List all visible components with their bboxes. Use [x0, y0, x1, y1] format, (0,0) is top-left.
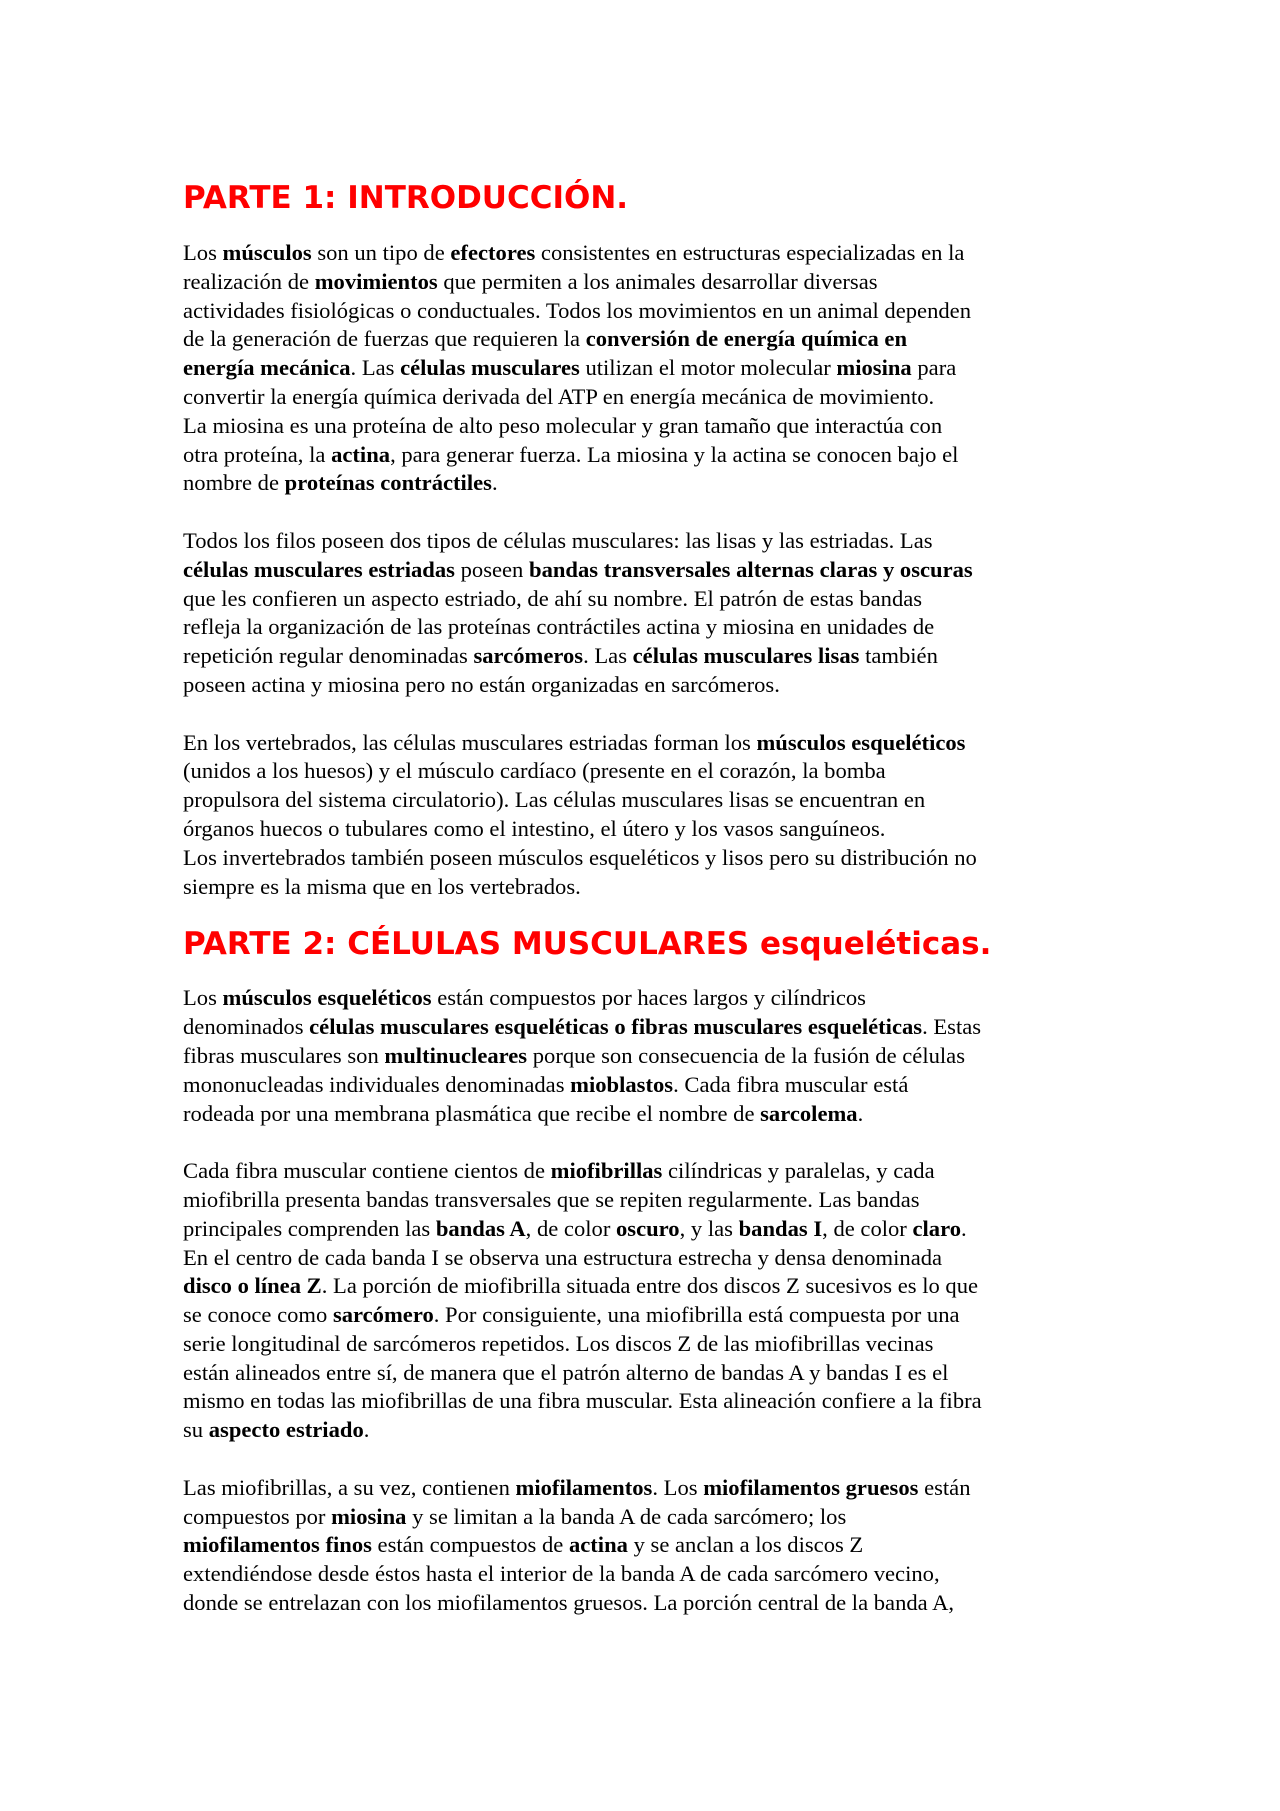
text-line [183, 325, 1203, 354]
text-line [183, 1244, 1203, 1273]
text-run: Los [183, 985, 223, 1011]
text-line [183, 1387, 1203, 1416]
text-line [183, 556, 1203, 585]
text-line [183, 585, 1203, 614]
section-title-parte-1: PARTE 1: INTRODUCCIÓN. [183, 180, 629, 216]
text-line [183, 1474, 1203, 1503]
text-line [183, 815, 1203, 844]
bold-term: conversión de energía química en [585, 326, 908, 352]
bold-term: células musculares lisas [632, 643, 860, 669]
text-run: consistentes en estructuras especializadas en la [535, 240, 965, 265]
text-run: propulsora del sistema circulatorio). Las células musculares lisas se encuentran en [183, 787, 926, 813]
text-run: En el centro de cada banda I se observa una estructura estrecha y densa denominada [183, 1244, 943, 1270]
text-run: Las miofibrillas, a su vez, contienen [183, 1474, 516, 1500]
text-run: . Los [652, 1474, 704, 1500]
text-run: están [918, 1474, 971, 1500]
text-run: . Las [583, 643, 633, 669]
text-run: , para generar fuerza. La miosina y la actina se conocen bajo el [390, 441, 959, 467]
text-run: se conoce como [183, 1302, 333, 1328]
text-run: nombre de [183, 470, 285, 496]
text-run: Todos los filos poseen dos tipos de células musculares: las lisas y las estriadas. Las [183, 527, 933, 553]
paragraph-esqueleticos-miofibrillas [183, 1157, 1203, 1445]
bold-term: aspecto estriado [208, 1417, 364, 1443]
text-line [183, 527, 1203, 556]
text-run: son un tipo de [311, 240, 451, 265]
text-run: mismo en todas las miofibrillas de una fibra muscular. Esta alineación confiere a la fibra [183, 1388, 982, 1414]
text-run: órganos huecos o tubulares como el intestino, el útero y los vasos sanguíneos. [183, 815, 886, 841]
text-run: En los vertebrados, las células musculares estriadas forman los [183, 729, 757, 755]
text-run: . [857, 1100, 864, 1126]
text-run: que permiten a los animales desarrollar diversas [437, 268, 878, 294]
bold-term: sarcolema [760, 1100, 858, 1126]
bold-term: músculos esqueléticos [756, 729, 966, 755]
text-line [183, 642, 1203, 671]
text-line [183, 1503, 1203, 1532]
text-line [183, 441, 1203, 470]
text-line [183, 297, 1203, 326]
document-body [183, 177, 1203, 1618]
text-run: que les confieren un aspecto estriado, de ahí su nombre. El patrón de estas bandas [183, 585, 923, 611]
text-run: realización de [183, 268, 315, 294]
text-line [183, 1560, 1203, 1589]
text-line [183, 1042, 1203, 1071]
bold-term: claro [912, 1215, 962, 1241]
bold-term: miofilamentos finos [183, 1532, 372, 1558]
text-line [183, 239, 1203, 268]
text-run: para [911, 355, 957, 381]
bold-term: energía mecánica [183, 355, 351, 381]
text-run: , y las [679, 1215, 739, 1241]
text-line [183, 354, 1203, 383]
text-run: donde se entrelazan con los miofilamentos gruesos. La porción central de la banda A, [183, 1590, 955, 1616]
paragraph-intro-musculos [183, 239, 1203, 498]
text-run: fibras musculares son [183, 1042, 385, 1068]
text-line [183, 469, 1203, 498]
text-line [183, 1100, 1203, 1129]
bold-term: miosina [836, 355, 912, 381]
text-run: , de color [525, 1215, 616, 1241]
text-run: denominados [183, 1014, 310, 1040]
bold-term: bandas I [738, 1215, 823, 1241]
text-line [183, 873, 1203, 902]
text-line [183, 383, 1203, 412]
text-run: están compuestos de [371, 1532, 569, 1558]
bold-term: miofibrillas [550, 1158, 663, 1184]
section-title-parte-2: PARTE 2: CÉLULAS MUSCULARES esqueléticas. [183, 926, 992, 963]
bold-term: sarcómero [332, 1302, 434, 1328]
bold-term: células musculares estriadas [183, 556, 455, 582]
bold-term: mioblastos [570, 1071, 674, 1097]
paragraph-intro-tipos-celulas [183, 527, 1203, 700]
bold-term: miofilamentos gruesos [703, 1474, 919, 1500]
text-run: cilíndricas y paralelas, y cada [662, 1158, 935, 1184]
text-run: . Cada fibra muscular está [673, 1071, 909, 1097]
text-line [183, 613, 1203, 642]
bold-term: músculos esqueléticos [222, 985, 432, 1011]
text-line [183, 412, 1203, 441]
text-run: están compuestos por haces largos y cilíndricos [431, 985, 866, 1011]
text-line [183, 268, 1203, 297]
text-run: . Las [350, 355, 401, 381]
text-run: La miosina es una proteína de alto peso molecular y gran tamaño que interactúa con [183, 412, 943, 438]
text-run: también [859, 643, 938, 669]
text-run: . Por consiguiente, una miofibrilla está compuesta por una [433, 1302, 960, 1328]
text-run: miofibrilla presenta bandas transversales que se repiten regularmente. Las bandas [183, 1186, 920, 1212]
text-line [183, 1416, 1203, 1445]
text-run: extendiéndose desde éstos hasta el interior de la banda A de cada sarcómero vecino, [183, 1561, 940, 1587]
text-line [183, 1071, 1203, 1100]
bold-term: células musculares esqueléticas o fibras musculares esqueléticas [309, 1014, 923, 1040]
text-run: convertir la energía química derivada del ATP en energía mecánica de movimiento. [183, 383, 935, 409]
bold-term: multinucleares [384, 1042, 528, 1068]
text-run: . [491, 470, 498, 496]
text-run: Los invertebrados también poseen músculos esqueléticos y lisos pero su distribución no [183, 844, 977, 870]
paragraph-intro-vertebrados [183, 729, 1203, 902]
text-run: (unidos a los huesos) y el músculo cardíaco (presente en el corazón, la bomba [183, 758, 886, 784]
bold-term: miofilamentos [515, 1474, 653, 1500]
text-run: siempre es la misma que en los vertebrados. [183, 873, 581, 899]
text-run: y se limitan a la banda A de cada sarcómero; los [406, 1503, 847, 1529]
text-line [183, 1531, 1203, 1560]
text-run: otra proteína, la [183, 441, 332, 467]
bold-term: actina [331, 441, 391, 467]
bold-term: oscuro [616, 1215, 680, 1241]
text-run: , de color [822, 1215, 913, 1241]
text-line [183, 844, 1203, 873]
text-run: Cada fibra muscular contiene cientos de [183, 1158, 551, 1184]
text-line [183, 1186, 1203, 1215]
text-run: refleja la organización de las proteínas contráctiles actina y miosina en unidades de [183, 614, 935, 640]
bold-term: miosina [331, 1503, 407, 1529]
bold-term: movimientos [314, 268, 438, 294]
bold-term: bandas transversales alternas claras y oscuras [529, 556, 973, 582]
text-line [183, 1330, 1203, 1359]
text-run: utilizan el motor molecular [579, 355, 837, 381]
text-run: de la generación de fuerzas que requieren la [183, 326, 586, 352]
text-run: porque son consecuencia de la fusión de células [527, 1042, 966, 1068]
text-line [183, 786, 1203, 815]
text-run: serie longitudinal de sarcómeros repetidos. Los discos Z de las miofibrillas vecinas [183, 1330, 934, 1356]
bold-term: actina [568, 1532, 628, 1558]
text-line [183, 729, 1203, 758]
text-line [183, 984, 1203, 1013]
paragraph-esqueleticos-miofilamentos [183, 1474, 1203, 1618]
bold-term: proteínas contráctiles [284, 470, 492, 496]
bold-term: bandas A [435, 1215, 526, 1241]
bold-term: células musculares [400, 355, 580, 381]
text-run: mononucleadas individuales denominadas [183, 1071, 571, 1097]
paragraph-esqueleticos-fibras [183, 984, 1203, 1128]
text-run: principales comprenden las [183, 1215, 436, 1241]
text-line [183, 1301, 1203, 1330]
text-run: . [961, 1215, 967, 1241]
text-run: . La porción de miofibrilla situada entre dos discos Z sucesivos es lo que [321, 1273, 979, 1299]
text-run: repetición regular denominadas [183, 643, 474, 669]
text-line [183, 1215, 1203, 1244]
bold-term: disco o línea Z [183, 1273, 322, 1299]
text-run: y se anclan a los discos Z [627, 1532, 864, 1558]
text-line [183, 1157, 1203, 1186]
bold-term: efectores [450, 240, 536, 265]
text-run: . [363, 1417, 370, 1443]
text-run: poseen actina y miosina pero no están organizadas en sarcómeros. [183, 671, 780, 697]
text-run: actividades fisiológicas o conductuales. Todos los movimientos en un animal dependen [183, 297, 971, 323]
bold-term: sarcómeros [473, 643, 584, 669]
text-line [183, 1359, 1203, 1388]
text-run: están alineados entre sí, de manera que el patrón alterno de bandas A y bandas I es el [183, 1359, 949, 1385]
text-line [183, 757, 1203, 786]
text-run: . Estas [922, 1014, 982, 1040]
text-run: rodeada por una membrana plasmática que recibe el nombre de [183, 1100, 761, 1126]
text-line [183, 1589, 1203, 1618]
text-run: su [183, 1417, 209, 1443]
text-line [183, 1013, 1203, 1042]
text-line [183, 1272, 1203, 1301]
text-run: poseen [454, 556, 529, 582]
text-run: compuestos por [183, 1503, 332, 1529]
text-line [183, 671, 1203, 700]
bold-term: músculos [222, 240, 312, 265]
text-run: Los [183, 240, 223, 265]
